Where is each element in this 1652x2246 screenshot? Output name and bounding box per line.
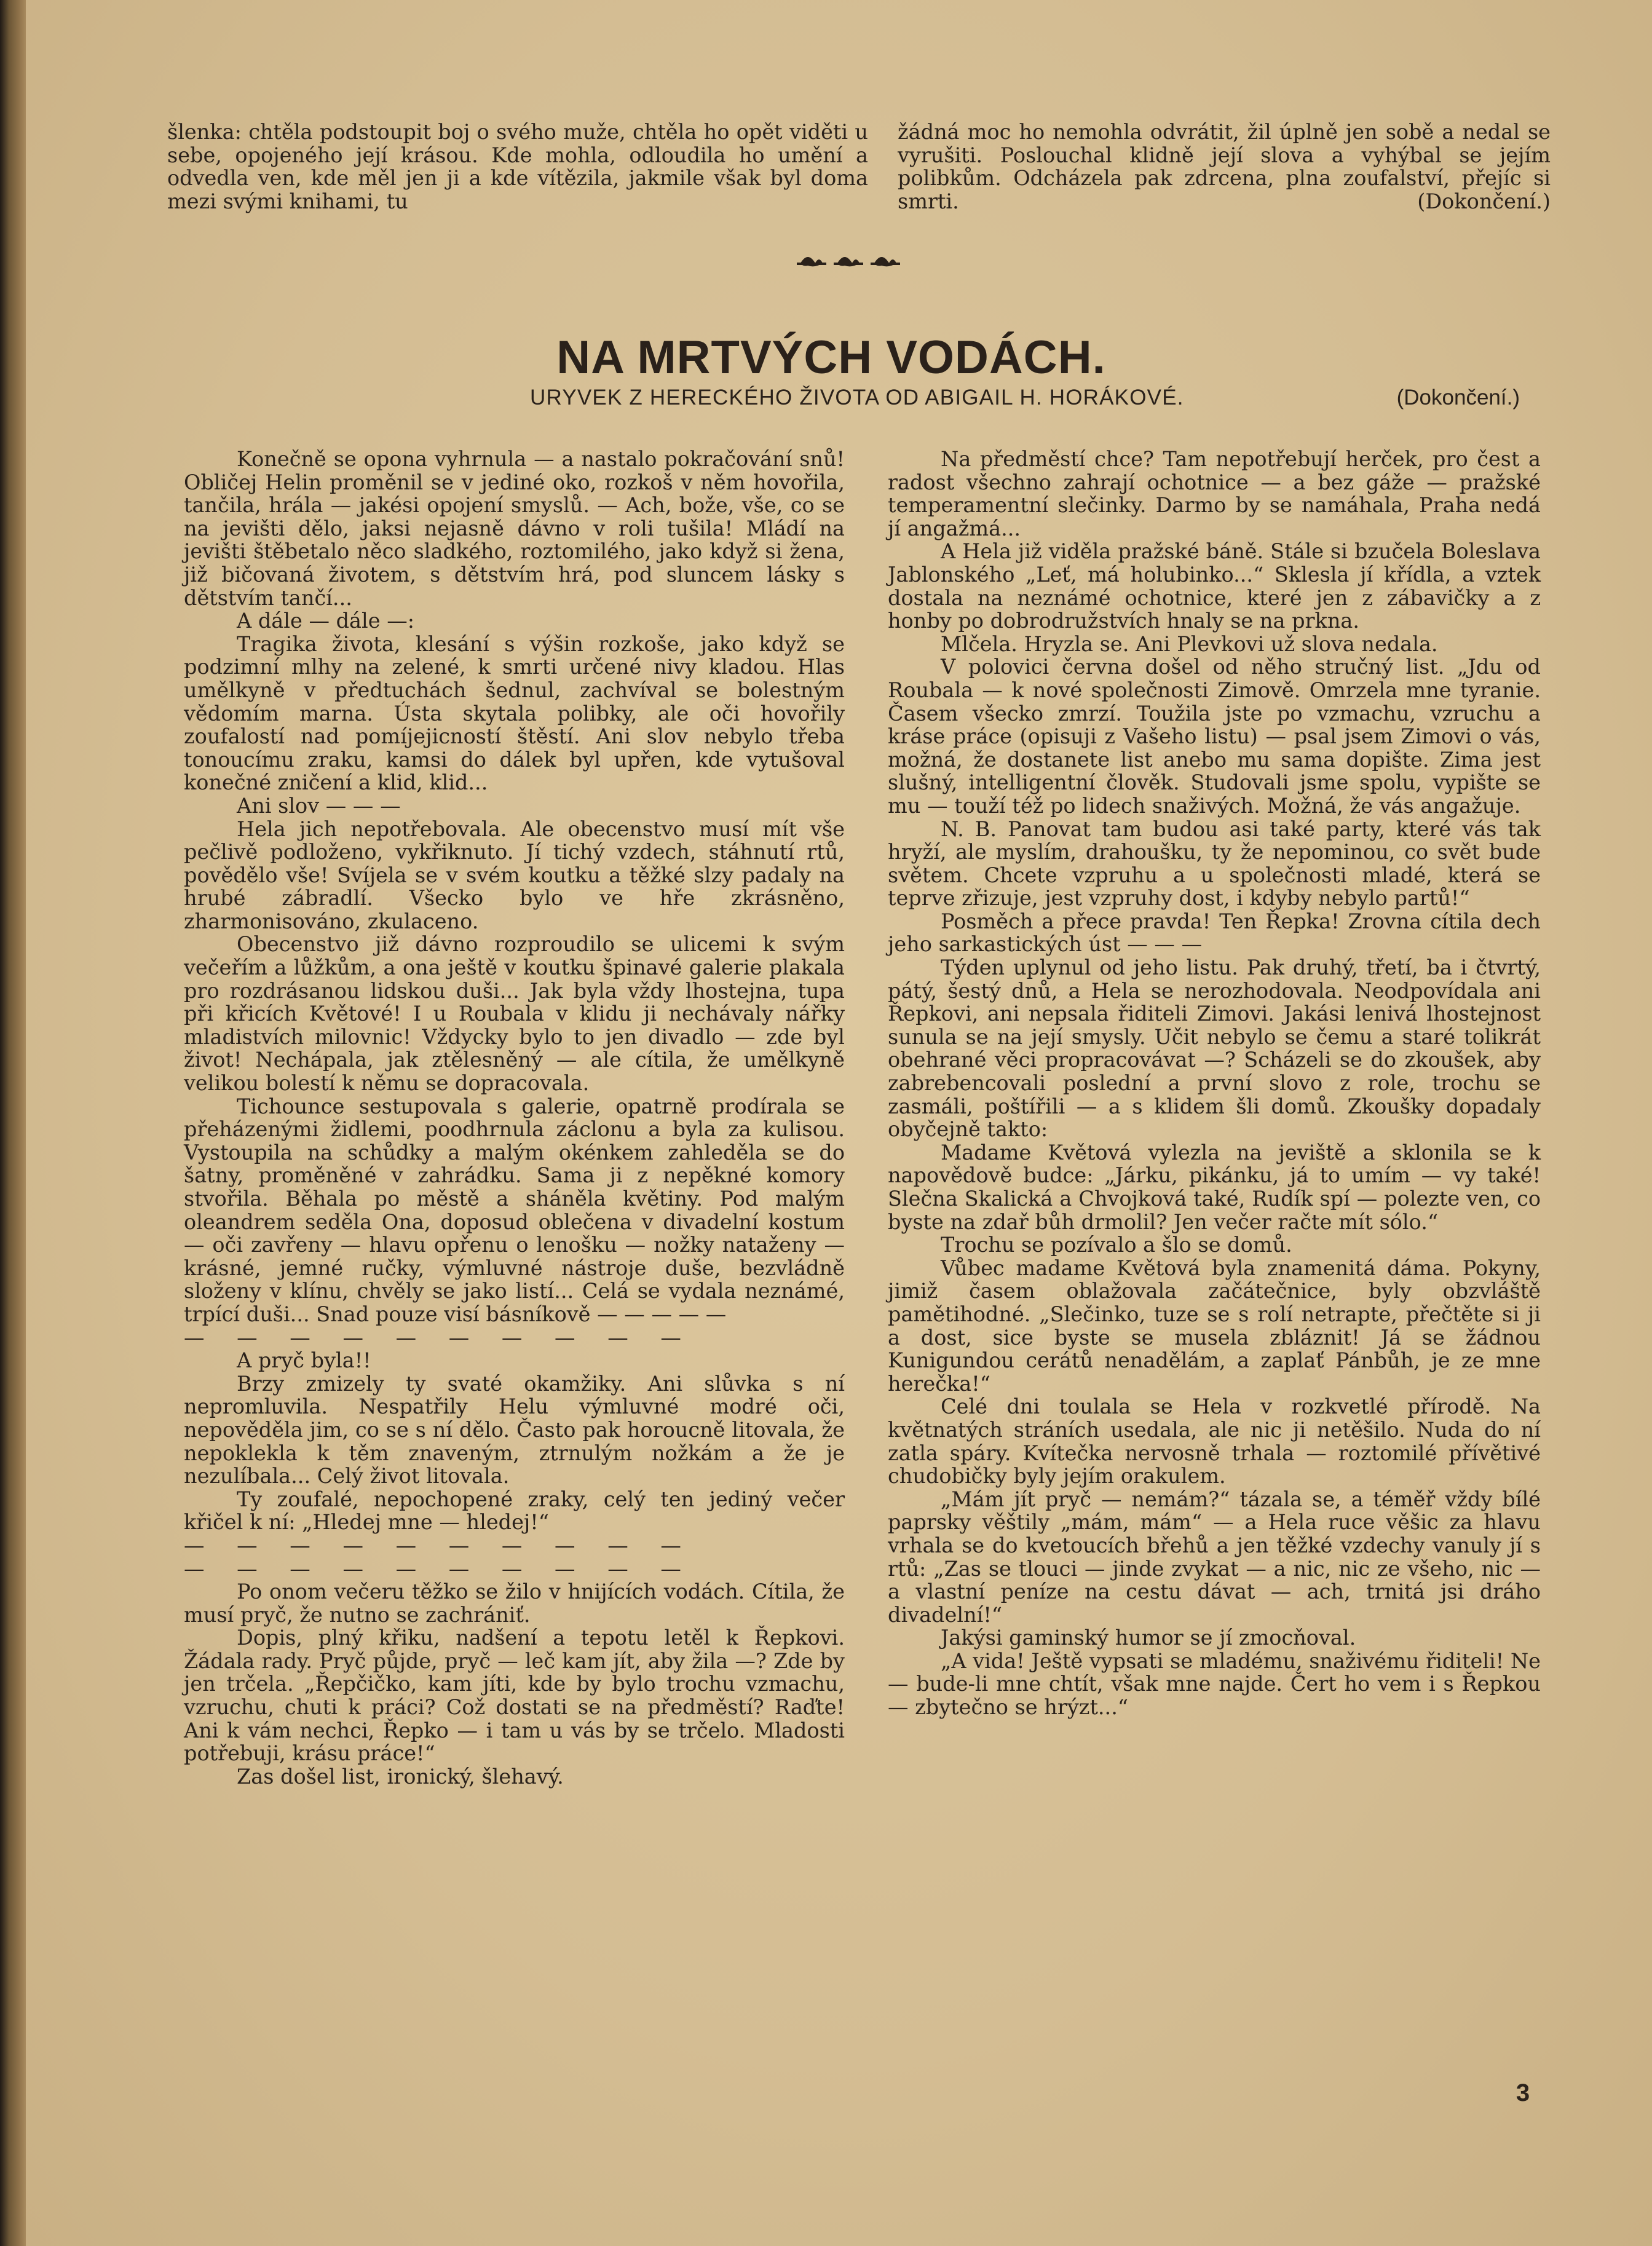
paragraph: Celé dni toulala se Hela v rozkvetlé přírodě. Na květnatých stráních usedala, ale nic ji netěšilo. Nuda do ní zatla spáry. Kvítečka nervosně trhala — roztomilé přívětivé chudobičky byly jejím orakulem. [888,1394,1541,1489]
dash-line: — — — — — — — — — — [184,1533,682,1557]
paragraph: V polovici června došel od něho stručný list. „Jdu od Roubala — k nové společnosti Zimově. Omrzela mne tyranie. Časem všecko zmrzí. Toužila jste po vzmachu, vzruchu a kráse práce (opisuji z Vašeho listu) — psal jsem Zimovi o vás, možná, že dostanete list anebo mu sama dopište. Zima jest slušný, intelligentní člověk. Studovali jsme spolu, vypište se mu — touží též po lidech snaživých. Možná, že vás angažuje. [888,655,1541,818]
article-continued-tag: (Dokončení.) [1396,386,1520,409]
paragraph: N. B. Panovat tam budou asi také party, které vás tak hryží, ale myslím, drahoušku, ty že nepominou, co svět bude světem. Chcete vzpruhu a u společnosti mladé, která se teprve zřizuje, jest vzpruhy dost, i kdyby nebylo partů!“ [888,817,1541,911]
paragraph: Hela jich nepotřebovala. Ale obecenstvo musí mít vše pečlivě podloženo, vykřiknuto. Jí tichý vzdech, stáhnutí rtů, povědělo vše! Svíjela se v svém koutku a těžké slzy padaly na hrubé zábradlí. Všecko bylo ve hře zkrásněno, zharmonisováno, zkulaceno. [184,817,845,933]
previous-article-ending-right [898,121,1551,213]
paragraph: „Mám jít pryč — nemám?“ tázala se, a téměř vždy bílé paprsky věštily „mám, mám“ — a Hela ruce věšic za hlavu vrhala se do kvetoucích břehů a jen těžké vzdechy vanuly jí s rtů: „Zas se tlouci — jinde zvykat — a nic, nic ze všeho, nic — a vlastní peníze na cestu dávat — ach, trnitá jsi dráho divadelní!“ [888,1487,1541,1627]
paragraph: Trochu se pozívalo a šlo se domů. [941,1233,1292,1257]
magazine-page [26,0,1652,2246]
article-subtitle: URYVEK Z HERECKÉHO ŽIVOTA OD ABIGAIL H. HORÁKOVÉ. [530,386,1184,409]
paragraph: Obecenstvo již dávno rozproudilo se ulicemi k svým večeřím a lůžkům, a ona ještě v koutku špinavé galerie plakala pro rozdrásanou lidskou duši... Jak byla vždy lhostejna, tupa při křicích Květové! I u Roubala v klidu ji nechávaly nářky mladistvích milovnic! Vždycky bylo to jen divadlo — zde byl život! Nechápala, jak ztělesněný — ale cítila, že umělkyně velikou bolestí k němu se dopracovala. [184,932,845,1096]
paragraph: Na předměstí chce? Tam nepotřebují herček, pro čest a radost všechno zahrají ochotnice — a bez gáže — pražské temperamentní slečinky. Darmo by se namáhala, Praha nedá jí angažmá... [888,447,1541,540]
previous-article-ending-left [167,121,868,213]
paragraph: Brzy zmizely ty svaté okamžiky. Ani slůvka s ní nepromluvila. Nespatřily Helu výmluvné modré oči, nepověděla jim, co se s ní dělo. Často pak horoucně litovala, že nepoklekla k těm znaveným, ztrnulým nožkám a že je nezulíbala... Celý život litovala. [184,1371,845,1489]
dash-line: — — — — — — — — — — [184,1325,682,1350]
article-left-column [184,448,845,1788]
paragraph: A dále — dále —: [237,609,414,633]
previous-article-text: žádná moc ho nemohla odvrátit, žil úplně jen sobě a nedal se vyrušiti. Poslouchal klidně její slova a vyhýbal se jejím polibkům. Odcházela pak zdrcena, plna zoufalství, přejíc si smrti. [898,120,1551,213]
triple-leaf-ornament-icon [794,247,905,272]
previous-article-paragraph [898,121,1551,213]
paragraph: Ani slov — — — [237,793,401,818]
paragraph: „A vida! Ještě vypsati se mladému, snaživému řiditeli! Ne — bude-li mne chtít, však mne najde. Čert ho vem i s Řepkou — zbytečno se hrýzt...“ [888,1648,1541,1720]
paragraph: Tichounce sestupovala s galerie, opatrně prodírala se přeházenými židlemi, poodhrnula záclonu a byla za kulisou. Vystoupila na schůdky a malým okénkem zahleděla se do šatny, proměněné v zahrádku. Sama ji z nepěkné komory stvořila. Běhala po městě a sháněla květiny. Pod malým oleandrem seděla Ona, doposud oblečena v divadelní kostum — oči zavřeny — hlavu opřenu o lenošku — nožky nataženy — krásné, jemné ručky, výmluvné nástroje duše, bezvládně složeny v klínu, chvěly se jako listí... Celá se vydala neznámé, trpící duši... Snad pouze visí básníkově — — — — — [184,1094,845,1326]
continued-marker: (Dokončení.) [1417,189,1551,213]
paragraph: Ty zoufalé, nepochopené zraky, celý ten jediný večer křičel k ní: „Hledej mne — hledej!“ [184,1487,845,1535]
paragraph: A Hela již viděla pražské báně. Stále si bzučela Boleslava Jablonského „Leť, má holubinko...“ Sklesla jí křídla, a vztek dostala na neznámé ochotnice, které jen z zábavičky a z honby po dobrodružstvích hnaly se na prkna. [888,539,1541,633]
paragraph: Madame Květová vylezla na jeviště a sklonila se k napovědově budce: „Járku, pikánku, já to umím — vy také! Slečna Skalická a Chvojková také, Rudík spí — polezte ven, co byste na zdař bůh drmolil? Jen večer račte mít sólo.“ [888,1140,1541,1234]
paragraph: A pryč byla!! [237,1348,371,1373]
dash-line: — — — — — — — — — — [184,1556,682,1581]
paragraph: Jakýsi gaminský humor se jí zmocňoval. [941,1626,1356,1650]
paragraph: Zas došel list, ironický, šlehavý. [237,1764,564,1789]
article-right-column [888,448,1541,1719]
previous-article-paragraph: šlenka: chtěla podstoupit boj o svého muže, chtěla ho opět viděti u sebe, opojeného její krásou. Kde mohla, odloudila ho umění a odvedla ven, kde měl jen ji a kde vítězila, jakmile však byl doma mezi svými knihami, tu [167,120,868,213]
paragraph: Mlčela. Hryzla se. Ani Plevkovi už slova nedala. [941,631,1438,656]
book-spine-edge [0,0,26,2246]
paragraph: Dopis, plný křiku, nadšení a tepotu letěl k Řepkovi. Žádala rady. Pryč půjde, pryč — leč kam jít, aby žila —? Zde by jen trčela. „Řepčičko, kam jíti, kde by bylo trochu vzmachu, vzruchu, chuti k práci? Což dostati se na předměstí? Raďte! Ani k vám nechci, Řepko — i tam u vás by se trčelo. Mladosti potřebuji, krásu práce!“ [184,1626,845,1766]
paragraph: Týden uplynul od jeho listu. Pak druhý, třetí, ba i čtvrtý, pátý, šestý dnů, a Hela se nerozhodovala. Neodpovídala ani Řepkovi, ani nepsala řiditeli Zimovi. Jakási lenivá lhostejnost sunula se na její smysly. Učit nebylo se čemu a staré tolikrát obehrané věci propracovávat —? Scházeli se do zkoušek, aby zabrebencovali poslední a první slovo z role, trochu se zasmáli, poštířili — a s klidem šli domů. Zkoušky dopadaly obyčejně takto: [888,955,1541,1142]
page-number: 3 [1516,2079,1530,2106]
paragraph: Tragika života, klesání s výšin rozkoše, jako když se podzimní mlhy na zelené, k smrti určené nivy kladou. Hlas umělkyně v předtuchách šednul, zachvíval se bolestným vědomím marna. Ústa skytala polibky, ale oči hovořily zoufalostí nad pomíjejicností štěstí. Ani slov nebylo třeba tonoucímu zraku, kamsi do dálek byl upřen, kde vytušoval konečné zničení a klid, klid... [184,631,845,795]
paragraph: Posměch a přece pravda! Ten Řepka! Zrovna cítila dech jeho sarkastických úst — — — [888,909,1541,957]
paragraph: Vůbec madame Květová byla znamenitá dáma. Pokyny, jimiž časem oblažovala začátečnice, byly obzvláště pamětihodné. „Slečinko, tuze se s rolí netrapte, přečtěte si ji a dost, sice byste se musela zbláznit! Já se žádnou Kunigundou cerátů nenadělám, a zaplať Pánbůh, je ze mne herečka!“ [888,1255,1541,1396]
paragraph: Po onom večeru těžko se žilo v hnijících vodách. Cítila, že musí pryč, že nutno se zachrániť. [184,1580,845,1627]
paragraph: Konečně se opona vyhrnula — a nastalo pokračování snů! Obličej Helin proměnil se v jediné oko, rozkoš v něm hovořila, tančila, hrála — jakési opojení smyslů. — Ach, bože, vše, co se na jevišti dělo, jaksi nejasně dávno v roli tušila! Mládí na jevišti štěbetalo něco sladkého, roztomilého, jako když si žena, již bičovaná životem, s dětstvím hrá, pod sluncem lásky s dětstvím tančí... [184,447,845,610]
article-title: NA MRTVÝCH VODÁCH. [556,331,1106,384]
